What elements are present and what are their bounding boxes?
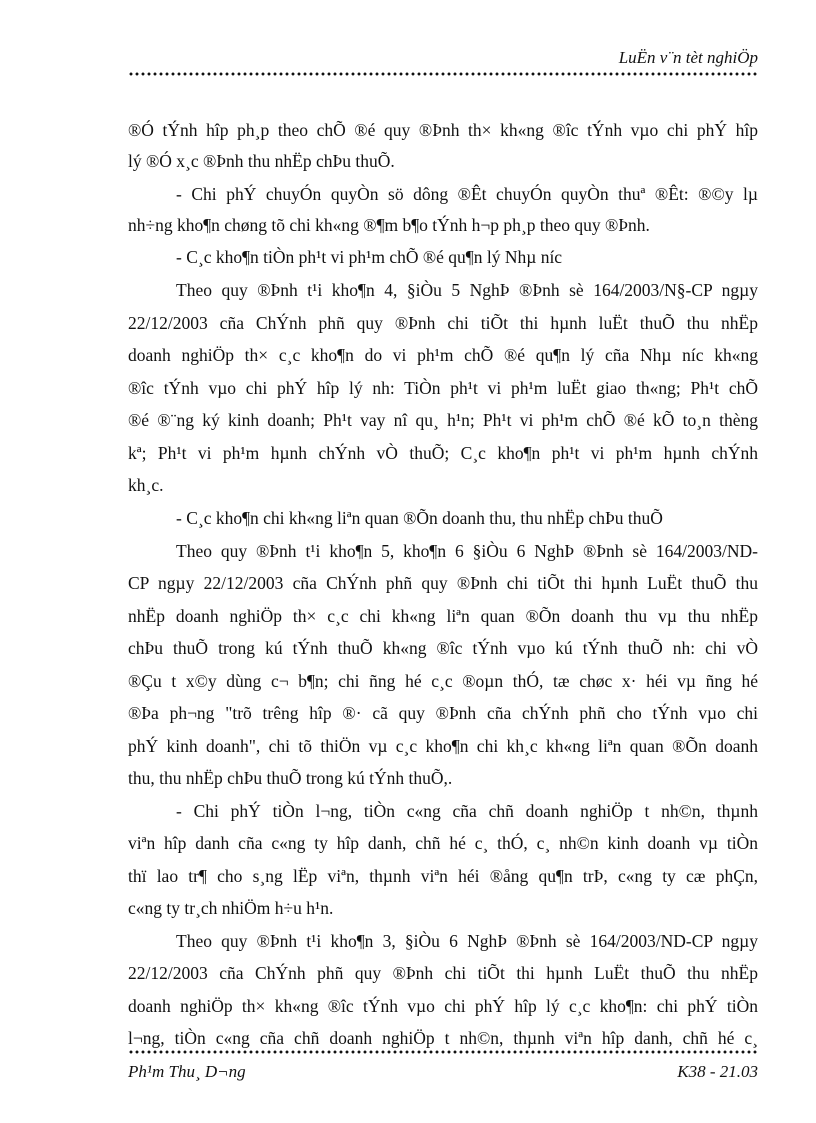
body-line: - C¸c kho¶n chi kh«ng liªn quan ®Õn doanh thu, thu nhËp chÞu thuÕ <box>176 508 663 528</box>
body-line: kª; Ph¹t vi ph¹m hµnh chÝnh vÒ thuÕ; C¸c kho¶n ph¹t vi ph¹m hµnh chÝnh <box>128 443 758 463</box>
footer-class-code: K38 - 21.03 <box>677 1062 758 1081</box>
body-line: thu, thu nhËp chÞu thuÕ trong kú tÝnh thuÕ,. <box>128 768 453 788</box>
page-footer <box>128 1050 758 1090</box>
body-line: Theo quy ®Þnh t¹i kho¶n 3, §iÒu 6 NghÞ ®Þnh sè 164/2003/ND-CP ngµy <box>176 931 758 951</box>
body-line: 22/12/2003 cña ChÝnh phñ quy ®Þnh chi tiÕt thi hµnh LuËt thuÕ thu nhËp <box>128 963 758 983</box>
body-line: - Chi phÝ tiÒn l¬ng, tiÒn c«ng cña chñ doanh nghiÖp t nh©n, thµnh <box>176 801 758 821</box>
body-line: l¬ng, tiÒn c«ng cña chñ doanh nghiÖp t nh©n, thµnh viªn hîp danh, chñ hé c¸ <box>128 1028 758 1048</box>
body-line: CP ngµy 22/12/2003 cña ChÝnh phñ quy ®Þnh chi tiÕt thi hµnh LuËt thuÕ thu <box>128 573 758 593</box>
body-line: - C¸c kho¶n tiÒn ph¹t vi ph¹m chÕ ®é qu¶n lý Nhµ níc <box>176 247 563 267</box>
footer-dotted-rule <box>128 1050 758 1054</box>
body-line: nh÷ng kho¶n chøng tõ chi kh«ng ®¶m b¶o tÝnh h¬p ph¸p theo quy ®Þnh. <box>128 215 650 235</box>
body-line: Theo quy ®Þnh t¹i kho¶n 5, kho¶n 6 §iÒu 6 NghÞ ®Þnh sè 164/2003/ND- <box>176 541 758 561</box>
body-line: viªn hîp danh cña c«ng ty hîp danh, chñ hé c¸ thÓ, c¸ nh©n kinh doanh vµ tiÒn <box>128 833 758 853</box>
body-line: thï lao tr¶ cho s¸ng lËp viªn, thµnh viªn héi ®ång qu¶n trÞ, c«ng ty cæ phÇn, <box>128 866 758 886</box>
body-line: - Chi phÝ chuyÓn quyÒn sö dông ®Êt chuyÓn quyÒn thuª ®Êt: ®©y lµ <box>176 184 758 204</box>
body-line: kh¸c. <box>128 475 164 495</box>
body-line: 22/12/2003 cña ChÝnh phñ quy ®Þnh chi tiÕt thi hµnh luËt thuÕ thu nhËp <box>128 313 758 333</box>
body-line: ®Çu t x©y dùng c¬ b¶n; chi ñng hé c¸c ®oµn thÓ, tæ chøc x· héi vµ ñng hé <box>128 671 758 691</box>
body-line: nhËp doanh nghiÖp th× c¸c chi kh«ng liªn quan ®Õn doanh thu vµ thu nhËp <box>128 606 758 626</box>
body-line: ®îc tÝnh vµo chi phÝ hîp lý nh: TiÒn ph¹t vi ph¹m luËt giao th«ng; Ph¹t chÕ <box>128 378 758 398</box>
body-line: chÞu thuÕ trong kú tÝnh thuÕ kh«ng ®îc tÝnh vµo kú tÝnh thuÕ nh: chi vÒ <box>128 638 758 658</box>
body-line: ®Ó tÝnh hîp ph¸p theo chÕ ®é quy ®Þnh th× kh«ng ®îc tÝnh vµo chi phÝ hîp <box>128 120 758 140</box>
body-line: Theo quy ®Þnh t¹i kho¶n 4, §iÒu 5 NghÞ ®Þnh sè 164/2003/N§-CP ngµy <box>176 280 758 300</box>
body-line: lý ®Ó x¸c ®Þnh thu nhËp chÞu thuÕ. <box>128 151 395 171</box>
body-line: ®Þa ph¬ng "trõ trêng hîp ®· cã quy ®Þnh cña chÝnh phñ cho tÝnh vµo chi <box>128 703 758 723</box>
body-line: ®é ®¨ng ký kinh doanh; Ph¹t vay nî qu¸ h¹n; Ph¹t vi ph¹m chÕ ®é kÕ to¸n thèng <box>128 410 758 430</box>
body-line: doanh nghiÖp th× kh«ng ®îc tÝnh vµo chi phÝ hîp lý c¸c kho¶n: chi phÝ tiÒn <box>128 996 758 1016</box>
body-line: doanh nghiÖp th× c¸c kho¶n do vi ph¹m chÕ ®é qu¶n lý cña Nhµ níc kh«ng <box>128 345 758 365</box>
header-dotted-rule <box>128 72 758 76</box>
page-header <box>128 46 758 76</box>
body-line: c«ng ty tr¸ch nhiÖm h÷u h¹n. <box>128 898 334 918</box>
header-title: LuËn v¨n tèt nghiÖp <box>618 48 758 67</box>
footer-author: Ph¹m Thu¸ D¬ng <box>128 1062 246 1081</box>
body-line: phÝ kinh doanh", chi tõ thiÖn vµ c¸c kho¶n chi kh¸c kh«ng liªn quan ®Õn doanh <box>128 736 758 756</box>
